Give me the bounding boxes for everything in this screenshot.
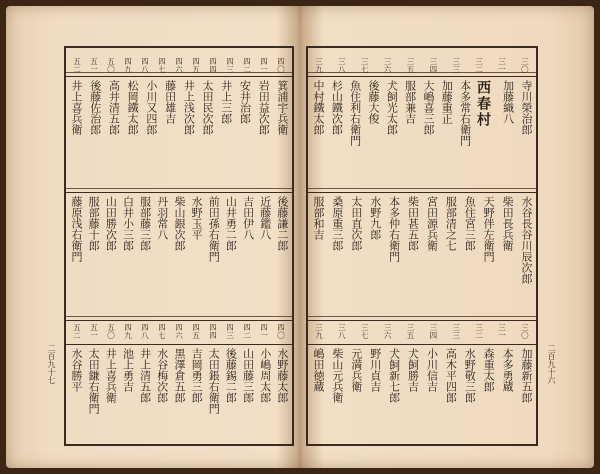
name-entry: 元満兵衛 [349,348,363,392]
entry-number: 四七 [158,323,166,340]
name-entry: 加藤新五郎 [519,348,533,403]
entry-number: 四二 [243,57,251,74]
name-entry: 小嶋周太郎 [258,348,272,403]
name-entry: 寺川榮治郎 [519,80,533,135]
right-number-row-top [312,57,532,74]
entry-number: 三四 [429,57,438,74]
entry-number: 三三 [452,323,460,340]
name-entry: 池上勇吉 [121,348,135,392]
page-number-right: 二百九十六 [547,344,556,384]
name-entry: 山井勇二郎 [224,196,238,251]
entry-number: 三八 [338,57,346,74]
name-entry: 大嶋喜三郎 [421,80,435,135]
name-entry: 井上喜兵衛 [70,80,83,135]
name-entry: 近藤鑑八 [258,196,272,240]
name-entry: 後藤大俊 [366,80,380,124]
name-entry: 後藤錫二郎 [224,348,238,403]
village-heading: 西春村 [474,80,491,128]
entry-number: 三五 [406,323,415,340]
entry-number: 四一 [260,323,268,340]
entry-number: 三八 [338,323,346,340]
name-entry: 加藤織八 [501,80,515,124]
name-entry: 丹羽常八 [155,196,169,240]
entry-number: 四六 [175,323,183,340]
entry-number: 四二 [243,323,251,340]
name-entry: 宮田源兵衛 [425,196,439,251]
name-entry: 高井清五郎 [107,80,121,135]
left-number-row-bottom [70,324,288,340]
entry-number: 五一 [90,323,98,340]
entry-number: 四八 [141,323,149,340]
name-entry: 天野伴左衛門 [482,196,496,262]
entry-number: 三七 [361,323,369,340]
right-number-row-bottom [312,324,532,340]
name-entry: 山田藤三郎 [241,348,255,403]
name-entry: 服部藤十郎 [87,196,101,251]
name-entry: 太田鎌右衛門 [87,348,101,414]
name-entry: 箕浦宇兵衛 [275,80,289,135]
name-entry: 本多常右衛門 [458,80,472,146]
name-entry: 犬飼新七郎 [387,348,401,403]
entry-number: 四〇 [277,57,285,74]
name-entry: 水谷梅次郎 [155,348,169,403]
left-names-row-3 [70,348,288,444]
entry-number: 三九 [315,323,323,340]
name-entry: 水野敬三郎 [463,348,477,403]
right-names-row-1 [312,80,532,188]
entry-number: 三四 [429,323,438,340]
name-entry: 藤田雄吉 [163,80,177,124]
entry-number: 四九 [124,323,132,340]
right-names-row-2 [312,196,532,312]
entry-number: 四四 [209,323,217,340]
name-entry: 杉山鐵次郎 [330,80,344,135]
entry-number: 四〇 [277,323,285,340]
entry-number: 三五 [406,57,415,74]
name-entry: 井上喜兵衛 [104,348,118,403]
name-entry: 岩田益次郎 [257,80,271,135]
name-entry: 後藤謙二郎 [275,196,289,251]
entry-number: 三九 [315,57,323,74]
entry-number: 四七 [158,57,166,74]
name-entry: 服部清之七 [444,196,458,251]
name-entry: 柴山元兵衛 [330,348,344,403]
name-entry: 水野玉平 [190,196,204,240]
entry-number: 四四 [209,57,217,74]
entry-number: 三二 [475,323,483,340]
name-entry: 桑原重三郎 [330,196,344,251]
left-number-row-top [70,57,288,74]
left-names-row-2 [70,196,288,312]
entry-number: 四三 [226,323,234,340]
entry-number: 四五 [192,57,200,74]
name-entry: 高木平四郎 [444,348,458,403]
name-entry: 白井小三郎 [121,196,135,251]
name-entry: 太田鋹右衛門 [207,348,221,414]
name-entry: 吉田伊八 [241,196,255,240]
name-entry: 小川又四郎 [144,80,158,135]
entry-number: 三六 [383,323,392,340]
entry-number: 五〇 [107,323,115,340]
name-entry: 服部和吉 [312,196,325,240]
name-entry: 藤原浅右衛門 [70,196,83,262]
page-number-left: 二百九十七 [47,344,56,384]
name-entry: 加藤重正 [440,80,454,124]
name-entry: 太田民次郎 [201,80,215,135]
entry-number: 三〇 [521,323,529,340]
name-entry: 服部兼吉 [403,80,417,124]
entry-number: 三一 [498,57,506,74]
name-entry: 柴山銀次郎 [172,196,186,251]
entry-number: 四三 [226,57,234,74]
name-entry: 水野藤太郎 [275,348,289,403]
name-entry: 水谷勝平 [70,348,83,392]
entry-number: 三二 [475,57,483,74]
name-entry: 森重太郎 [482,348,496,392]
name-entry: 柴田甚五郎 [406,196,420,251]
name-entry: 魚住利右衛門 [348,80,362,146]
entry-number: 四八 [141,57,149,74]
right-page-register [306,46,538,446]
name-entry: 水野九郎 [368,196,382,240]
name-entry: 安井治郎 [238,80,252,124]
entry-number: 三一 [498,323,506,340]
name-entry: 前田孫右衛門 [207,196,221,262]
name-entry: 柴田長兵衛 [501,196,515,251]
entry-number: 四九 [124,57,132,74]
name-entry: 犬飼光太郎 [385,80,399,135]
entry-number: 四一 [260,57,268,74]
left-page-register [64,46,294,446]
entry-number: 五一 [90,57,98,74]
name-entry: 太田直次郎 [349,196,363,251]
name-entry: 小川信吉 [425,348,439,392]
entry-number: 五二 [73,323,81,340]
name-entry: 井上三郎 [219,80,233,124]
name-entry: 井上浅次郎 [182,80,196,135]
name-entry: 嶋田徳蔵 [312,348,325,392]
name-entry: 犬飼勝吉 [406,348,420,392]
name-entry: 水谷長谷川辰次郎 [519,196,533,284]
name-entry: 松岡鐵太郎 [126,80,140,135]
entry-number: 四五 [192,323,200,340]
name-entry: 本多仲右衛門 [387,196,401,262]
entry-number: 三七 [361,57,369,74]
name-entry: 野川貞吉 [368,348,382,392]
entry-number: 三六 [383,57,392,74]
name-entry: 服部藤三郎 [138,196,152,251]
entry-number: 五二 [73,57,81,74]
name-entry: 井上清五郎 [138,348,152,403]
name-entry: 後藤佐治郎 [88,80,102,135]
entry-number: 五〇 [107,57,115,74]
entry-number: 四六 [175,57,183,74]
entry-number: 三三 [452,57,460,74]
right-names-row-3 [312,348,532,444]
entry-number: 三〇 [521,57,529,74]
name-entry: 吉岡勇三郎 [190,348,204,403]
name-entry: 黒澤倉五郎 [172,348,186,403]
name-entry: 本多勇蔵 [501,348,515,392]
open-book [6,6,594,468]
name-entry: 山田勝次郎 [104,196,118,251]
left-names-row-1 [70,80,288,188]
name-entry: 魚住宮三郎 [463,196,477,251]
name-entry: 中村鐵太郎 [312,80,325,135]
